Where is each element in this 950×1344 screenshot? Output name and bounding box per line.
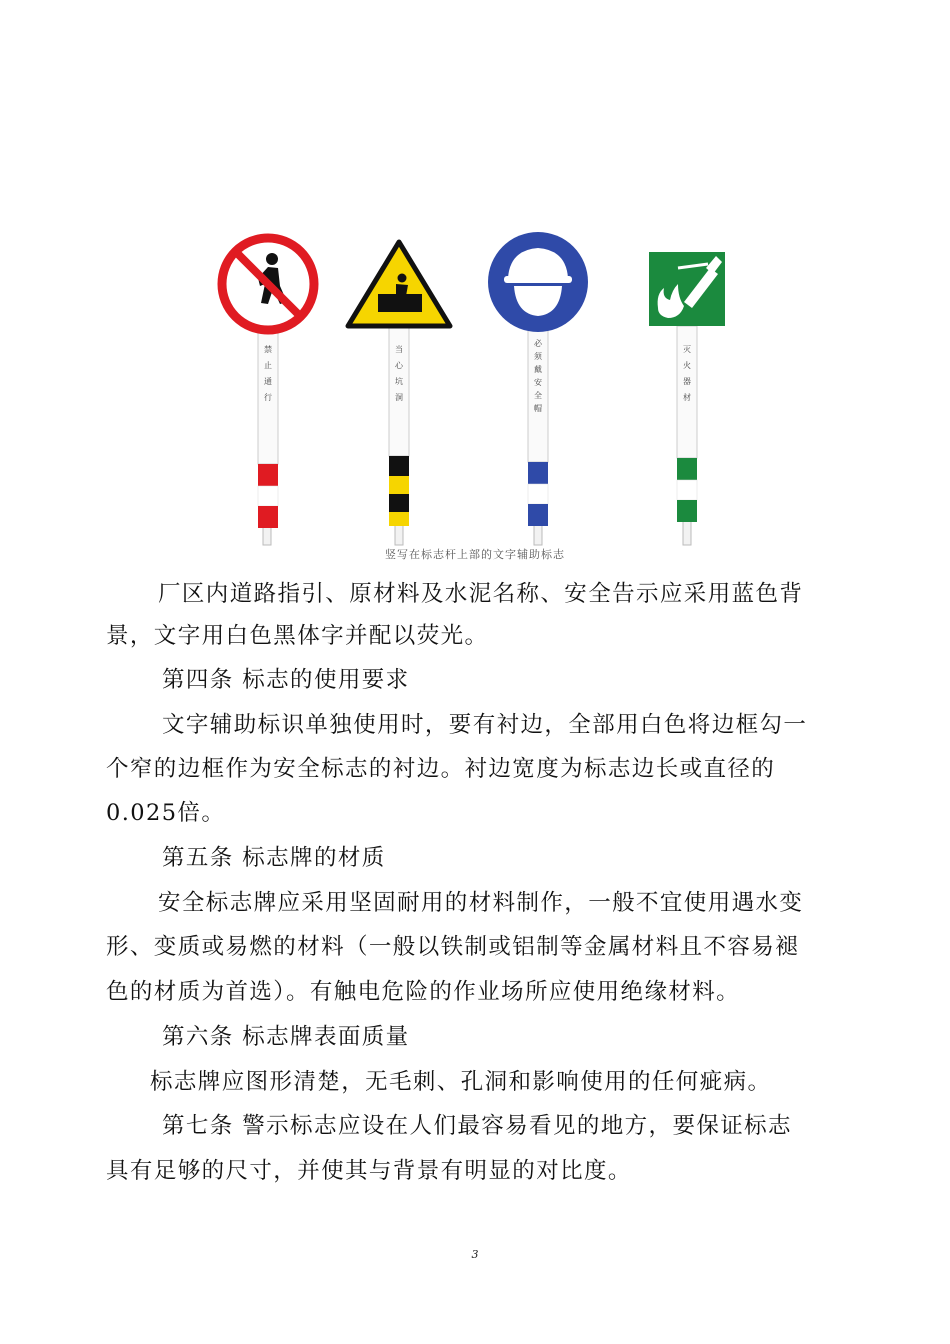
svg-text:安: 安 — [534, 378, 542, 387]
no-entry-pedestrian-sign — [222, 238, 314, 545]
paragraph-line: 景，文字用白色黑体字并配以荧光。 — [106, 623, 489, 649]
svg-text:帽: 帽 — [534, 404, 542, 413]
svg-text:全: 全 — [534, 391, 542, 400]
paragraph-line: 标志牌应图形清楚，无毛刺、孔洞和影响使用的任何疵病。 — [150, 1069, 772, 1095]
article-heading: 第四条 标志的使用要求 — [162, 667, 410, 693]
article-heading: 第五条 标志牌的材质 — [162, 845, 386, 871]
paragraph-line: 第七条 警示标志应设在人们最容易看见的地方，要保证标志 — [162, 1113, 792, 1139]
safety-signs-illustration — [210, 228, 740, 548]
svg-text:行: 行 — [264, 393, 272, 402]
svg-text:洞: 洞 — [395, 393, 403, 402]
page-number: 3 — [471, 1248, 479, 1261]
svg-text:戴: 戴 — [534, 365, 542, 374]
paragraph-line: 色的材质为首选）。有触电危险的作业场所应使用绝缘材料。 — [106, 979, 741, 1005]
svg-text:材: 材 — [683, 393, 691, 402]
paragraph-line: 具有足够的尺寸，并使其与背景有明显的对比度。 — [106, 1158, 632, 1184]
svg-text:器: 器 — [683, 377, 691, 386]
svg-text:止: 止 — [264, 361, 272, 370]
safety-helmet-sign — [488, 232, 588, 545]
warning-pit-icon — [348, 242, 450, 326]
paragraph-line: 安全标志牌应采用坚固耐用的材料制作，一般不宜使用遇水变 — [158, 890, 804, 916]
svg-text:心: 心 — [395, 361, 403, 370]
svg-text:必: 必 — [534, 339, 542, 348]
svg-text:火: 火 — [683, 361, 691, 370]
article-heading: 第六条 标志牌表面质量 — [162, 1024, 410, 1050]
svg-text:通: 通 — [264, 377, 272, 386]
svg-text:坑: 坑 — [395, 377, 403, 386]
warning-pit-sign — [348, 242, 450, 545]
svg-text:当: 当 — [395, 345, 403, 354]
figure-caption: 竖写在标志杆上部的文字辅助标志 — [385, 548, 565, 561]
paragraph-line: 0.025倍。 — [106, 800, 226, 826]
svg-text:须: 须 — [534, 352, 542, 361]
safety-signs-figure — [210, 228, 740, 568]
paragraph-line: 个窄的边框作为安全标志的衬边。衬边宽度为标志边长或直径的 — [106, 756, 776, 782]
fire-extinguisher-sign — [649, 252, 725, 545]
paragraph-line: 文字辅助标识单独使用时，要有衬边，全部用白色将边框勾一 — [162, 712, 808, 738]
paragraph-line: 厂区内道路指引、原材料及水泥名称、安全告示应采用蓝色背 — [158, 581, 804, 607]
svg-text:禁: 禁 — [264, 345, 272, 354]
paragraph-line: 形、变质或易燃的材料（一般以铁制或铝制等金属材料且不容易褪 — [106, 934, 800, 960]
svg-text:灭: 灭 — [683, 345, 691, 354]
